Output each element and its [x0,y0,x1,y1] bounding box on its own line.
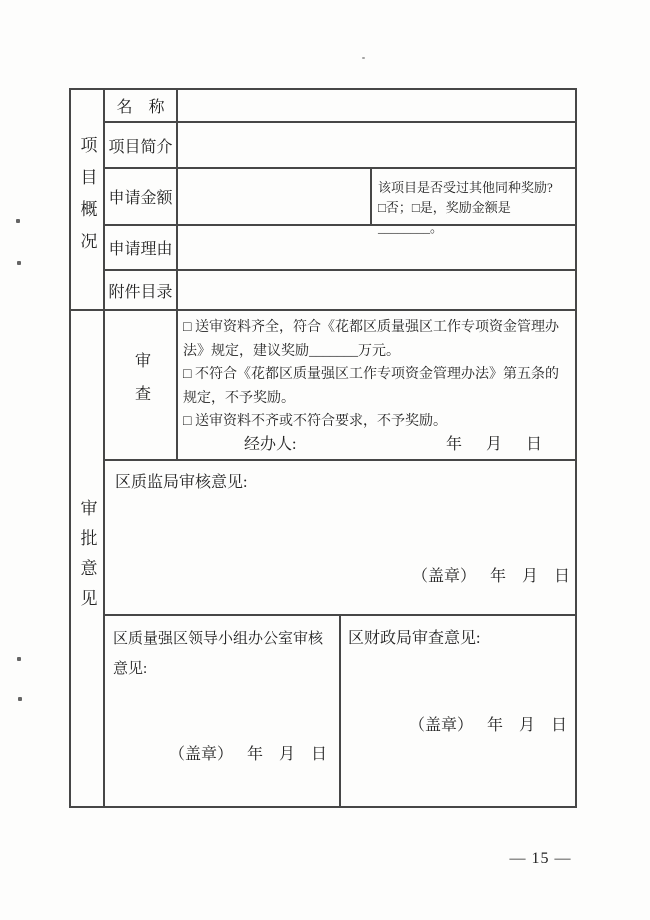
row-name [105,90,575,123]
leading-group-stamp-line [169,741,327,764]
finance-bureau-opinion-cell [341,616,575,806]
approval-opinions-stub-cell [71,311,105,806]
review-stub-label: 审查 [132,352,150,418]
review-options-cell [178,311,575,459]
other-award-note-cell [370,169,575,235]
field-value-requested-amount [178,169,370,224]
approval-opinions-stub-label: 审批意见 [77,498,97,619]
other-award-options: □否；□是，奖励金额是________。 [378,200,511,235]
approval-opinions-section [71,311,575,806]
finance-bureau-date-label: 年 月 日 [486,717,567,734]
review-option-noncompliant: □ 不符合《花都区质量强区工作专项资金管理办法》第五条的规定，不予奖励。 [183,367,559,406]
quality-bureau-date-label: 年 月 日 [489,568,570,585]
handler-label: 经办人: [244,436,297,453]
review-row [105,311,575,461]
leading-group-opinion-title: 区质量强区领导小组办公室审核意见: [113,631,324,677]
quality-bureau-opinion-title: 区质监局审核意见: [115,474,248,491]
page-number: — 15 — [509,850,572,867]
field-label-attachment-list: 附件目录 [105,271,178,309]
finance-bureau-stamp-label: （盖章） [408,717,473,734]
field-value-application-reason [178,226,575,269]
field-value-name [178,90,575,121]
leading-group-date-label: 年 月 日 [246,746,327,763]
field-label-name: 名 称 [105,90,178,121]
row-attachment-list [105,271,575,309]
quality-bureau-stamp-label: （盖章） [411,568,476,585]
review-stub-cell [105,311,178,459]
bottom-opinions-row [105,616,575,806]
row-application-reason [105,226,575,271]
finance-bureau-stamp-line [409,712,567,735]
scan-speck [18,697,22,701]
other-award-question: 该项目是否受过其他同种奖励? [378,180,553,195]
field-value-attachment-list [178,271,575,309]
approval-opinions-rows [105,311,575,806]
project-overview-stub-label: 项目概况 [77,135,97,264]
project-overview-rows [105,90,575,309]
handler-date-label: 年 月 日 [445,436,546,453]
handler-signature-line [178,431,575,454]
row-requested-amount [105,169,575,235]
review-option-complete: □ 送审资料齐全，符合《花都区质量强区工作专项资金管理办法》规定，建议奖励_______万元。 [183,320,559,359]
leading-group-stamp-label: （盖章） [168,746,233,763]
project-overview-stub-cell [71,90,105,309]
quality-bureau-opinion-cell [105,461,575,616]
project-overview-section [71,90,575,311]
application-form-table [69,88,577,808]
leading-group-opinion-cell [105,616,341,806]
field-label-project-intro: 项目简介 [105,123,178,167]
field-label-application-reason: 申请理由 [105,226,178,269]
scan-speck [16,219,20,223]
field-label-requested-amount: 申请金额 [105,169,178,224]
row-project-intro [105,123,575,169]
scan-speck [362,57,365,59]
quality-bureau-stamp-line [412,563,570,586]
review-option-incomplete: □ 送审资料不齐或不符合要求，不予奖励。 [183,414,447,429]
finance-bureau-opinion-title: 区财政局审查意见: [348,630,481,647]
scan-speck [17,261,21,265]
field-value-project-intro [178,123,575,167]
scan-speck [17,657,21,661]
